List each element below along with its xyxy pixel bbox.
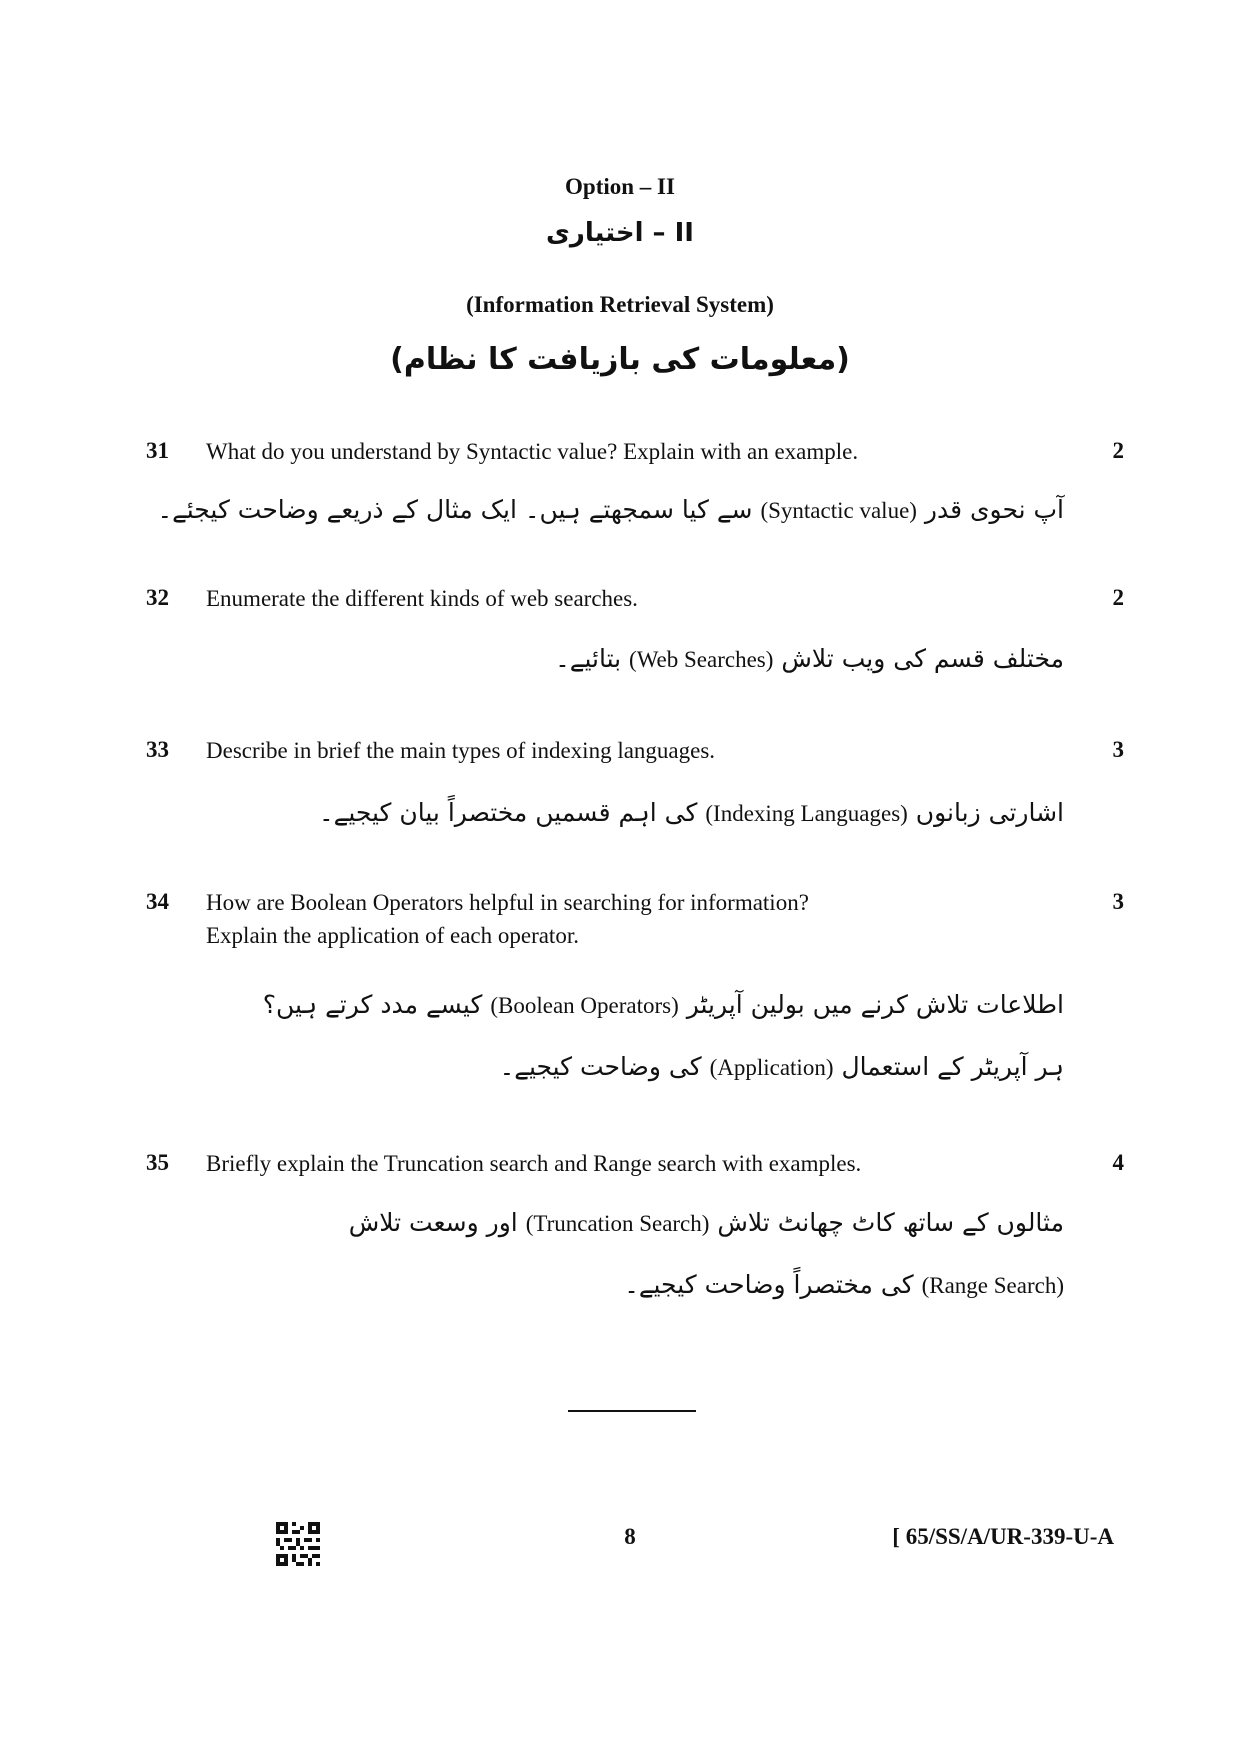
urdu-text: مثالوں کے ساتھ کاٹ چھانٹ تلاش bbox=[717, 1208, 1064, 1237]
question-number: 34 bbox=[146, 889, 169, 914]
page-number: 8 bbox=[624, 1524, 636, 1549]
question-marks: 4 bbox=[1112, 1150, 1124, 1175]
section-title-urdu: (معلومات کی بازیافت کا نظام) bbox=[390, 342, 850, 377]
question-marks: 2 bbox=[1112, 585, 1124, 610]
urdu-english-term: (Truncation Search) bbox=[525, 1211, 710, 1236]
question-urdu-line bbox=[500, 1036, 1064, 1099]
option-title: Option – II bbox=[565, 174, 675, 199]
urdu-text: بتائیے۔ bbox=[555, 644, 622, 673]
question-urdu-line bbox=[319, 782, 1064, 845]
urdu-english-term: (Web Searches) bbox=[629, 647, 774, 672]
urdu-text: آپ نحوی قدر bbox=[924, 495, 1064, 524]
urdu-english-term: (Indexing Languages) bbox=[705, 801, 908, 826]
urdu-english-term: (Application) bbox=[709, 1055, 834, 1080]
qr-code-icon bbox=[276, 1522, 320, 1566]
urdu-text: کی مختصراً وضاحت کیجیے۔ bbox=[624, 1270, 914, 1299]
option-title-urdu: II – اختیاری bbox=[546, 218, 694, 248]
question-urdu-line bbox=[157, 479, 1064, 542]
urdu-english-term: (Syntactic value) bbox=[760, 498, 917, 523]
question-text-line-2: Explain the application of each operator. bbox=[206, 923, 579, 948]
urdu-text: اطلاعات تلاش کرنے میں بولین آپریٹر bbox=[686, 990, 1064, 1019]
urdu-text: ہر آپریٹر کے استعمال bbox=[841, 1052, 1064, 1081]
question-text: Enumerate the different kinds of web searches. bbox=[206, 586, 638, 611]
end-of-paper-rule bbox=[568, 1410, 696, 1412]
question-number: 32 bbox=[146, 585, 169, 610]
section-title: (Information Retrieval System) bbox=[466, 292, 774, 317]
urdu-text: اور وسعت تلاش bbox=[348, 1208, 518, 1237]
urdu-text: کیسے مدد کرتے ہیں؟ bbox=[262, 990, 483, 1019]
urdu-text: مختلف قسم کی ویب تلاش bbox=[781, 644, 1064, 673]
urdu-english-term: (Boolean Operators) bbox=[490, 993, 679, 1018]
question-marks: 2 bbox=[1112, 438, 1124, 463]
urdu-text: کی اہم قسمیں مختصراً بیان کیجیے۔ bbox=[319, 798, 698, 827]
question-text-line-1: How are Boolean Operators helpful in searching for information? bbox=[206, 890, 809, 915]
question-urdu-line bbox=[624, 1254, 1064, 1317]
question-number: 33 bbox=[146, 737, 169, 762]
question-urdu-line bbox=[555, 628, 1064, 691]
question-number: 35 bbox=[146, 1150, 169, 1175]
question-urdu-line bbox=[349, 1192, 1064, 1255]
urdu-text: سے کیا سمجھتے ہیں۔ ایک مثال کے ذریعے وضاحت کیجئے۔ bbox=[157, 495, 753, 524]
question-urdu-line bbox=[263, 974, 1064, 1037]
urdu-text: کی وضاحت کیجیے۔ bbox=[499, 1052, 702, 1081]
question-marks: 3 bbox=[1112, 737, 1124, 762]
question-marks: 3 bbox=[1112, 889, 1124, 914]
urdu-text: اشارتی زبانوں bbox=[915, 798, 1064, 827]
urdu-english-term: (Range Search) bbox=[921, 1273, 1064, 1298]
question-text: Briefly explain the Truncation search and Range search with examples. bbox=[206, 1151, 862, 1176]
question-text: What do you understand by Syntactic value? Explain with an example. bbox=[206, 439, 859, 464]
paper-code: [ 65/SS/A/UR-339-U-A bbox=[892, 1524, 1114, 1549]
question-number: 31 bbox=[146, 438, 169, 463]
question-text: Describe in brief the main types of indexing languages. bbox=[206, 738, 716, 763]
